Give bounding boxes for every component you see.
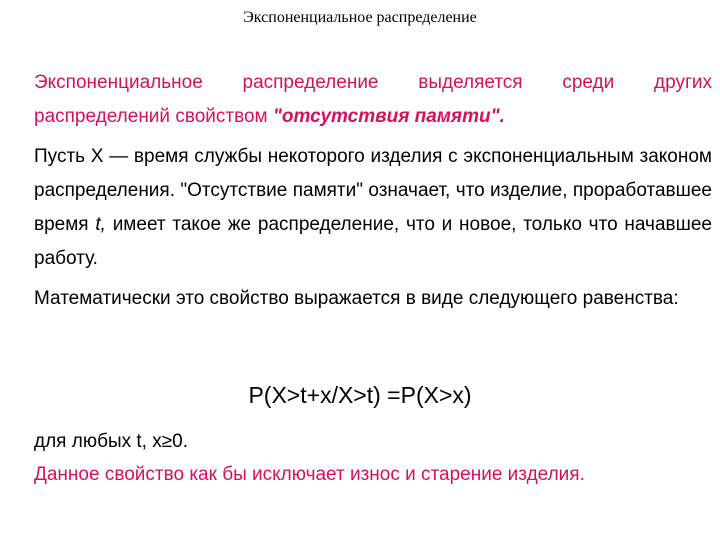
definition-paragraph xyxy=(34,140,712,276)
definition-text-end: имеет такое же распределение, что и новое, только что начавшее работу. xyxy=(34,214,712,269)
math-intro-paragraph: Математически это свойство выражается в виде следующего равенства: xyxy=(34,288,679,309)
memoryless-formula: P(X>t+x/X>t) =P(X>x) xyxy=(248,382,472,408)
definition-text-start: Пусть Х — время службы некоторого изделия с экспоненциальным законом распределения. "Отсутствие памяти" означает, что изделие, проработавшее время xyxy=(34,146,712,235)
variable-t: t, xyxy=(95,214,106,235)
intro-text: Экспоненциальное распределение выделяется среди других распределений свойством xyxy=(34,72,712,127)
slide-title: Экспоненциальное распределение xyxy=(243,9,477,26)
slide-body xyxy=(34,66,712,322)
intro-paragraph xyxy=(34,66,712,134)
conclusion-text: Данное свойство как бы исключает износ и старение изделия. xyxy=(34,464,585,485)
formula-condition: для любых t, x≥0. xyxy=(34,431,189,452)
memoryless-term: "отсутствия памяти". xyxy=(272,106,505,127)
